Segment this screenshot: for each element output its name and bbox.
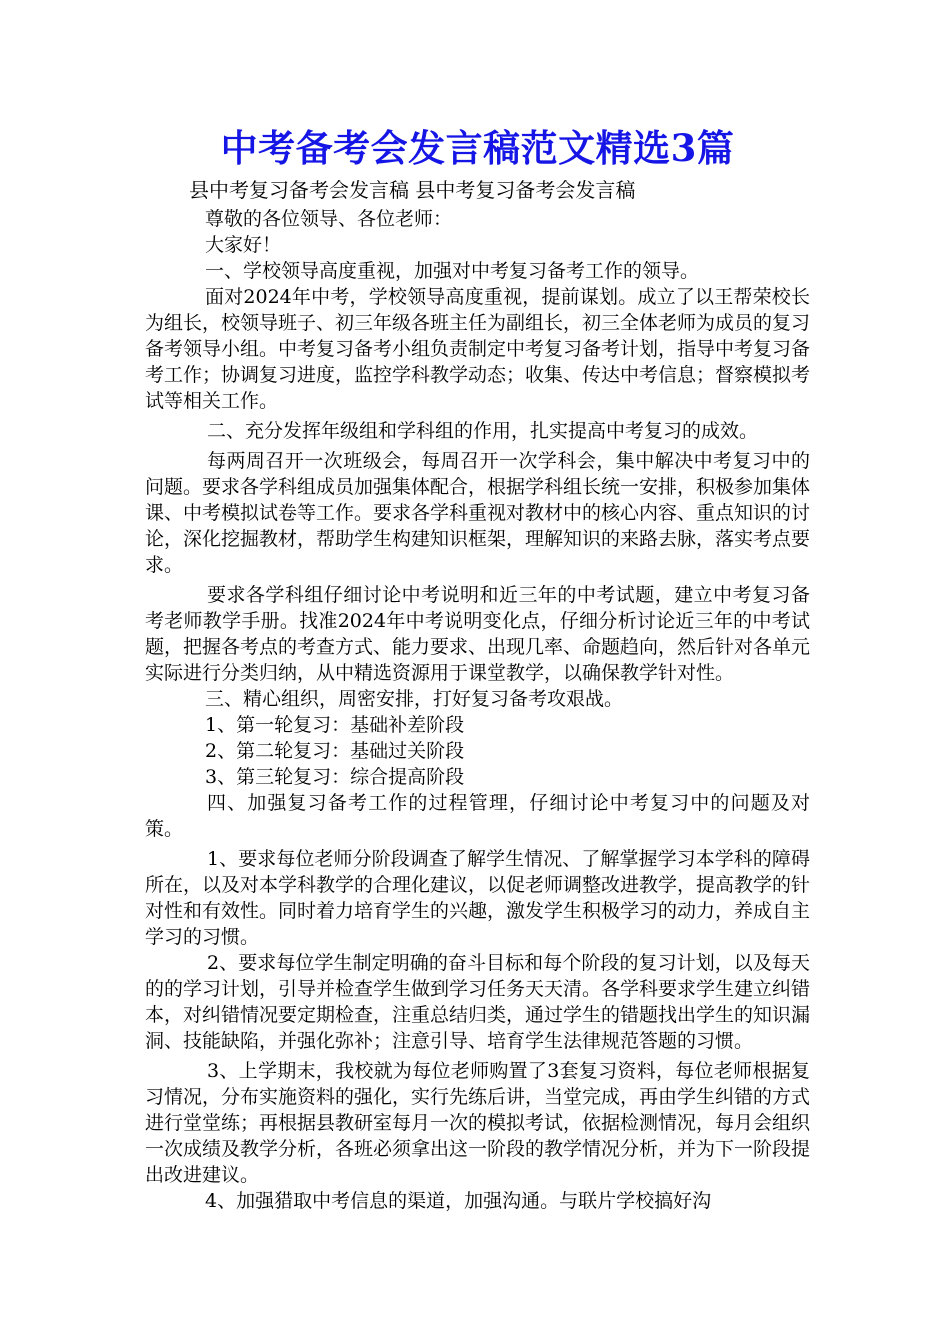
greeting: 大家好！ (205, 234, 282, 256)
salutation: 尊敬的各位领导、各位老师： (205, 208, 453, 230)
list-item: 3、第三轮复习：综合提高阶段 (205, 766, 465, 788)
document-subtitle: 县中考复习备考会发言稿 县中考复习备考会发言稿 (189, 178, 636, 202)
body-paragraph: 面对2024年中考，学校领导高度重视，提前谋划。成立了以王帮荣校长为组长，校领导班子、初三年级各班主任为副组长，初三全体老师为成员的复习备考领导小组。中考复习备考小组负责制定中考复习备考计划，指导中考复习备考工作；协调复习进度，监控学科教学动态；收集、传达中考信息；督察模拟考试等相关工作。 (145, 286, 811, 412)
list-item: 1、第一轮复习：基础补差阶段 (205, 714, 465, 736)
list-item: 2、第二轮复习：基础过关阶段 (205, 740, 465, 762)
body-paragraph: 2、要求每位学生制定明确的奋斗目标和每个阶段的复习计划，以及每天的的学习计划，引导并检查学生做到学习任务天天清。各学科要求学生建立纠错本，对纠错情况要定期检查，注重总结归类，通过学生的错题找出学生的知识漏洞、技能缺陷，并强化弥补；注意引导、培育学生法律规范答题的习惯。 (145, 952, 811, 1052)
body-paragraph: 每两周召开一次班级会，每周召开一次学科会，集中解决中考复习中的问题。要求各学科组成员加强集体配合，根据学科组长统一安排，积极参加集体课、中考模拟试卷等工作。要求各学科重视对教材中的核心内容、重点知识的讨论，深化挖掘教材，帮助学生构建知识框架，理解知识的来路去脉，落实考点要求。 (145, 450, 811, 576)
body-paragraph: 3、上学期末，我校就为每位老师购置了3套复习资料，每位老师根据复习情况，分布实施资料的强化，实行先练后讲，当堂完成，再由学生纠错的方式进行堂堂练；再根据县教研室每月一次的模拟考试，依据检测情况，每月会组织一次成绩及教学分析，各班必须拿出这一阶段的教学情况分析，并为下一阶段提出改进建议。 (145, 1060, 811, 1186)
body-paragraph: 1、要求每位老师分阶段调查了解学生情况、了解掌握学习本学科的障碍所在，以及对本学科教学的合理化建议，以促老师调整改进教学，提高教学的针对性和有效性。同时着力培育学生的兴趣，激发学生积极学习的动力，养成自主学习的习惯。 (145, 848, 811, 948)
section-heading-3: 三、精心组织，周密安排，打好复习备考攻艰战。 (205, 688, 624, 710)
section-heading-2: 二、充分发挥年级组和学科组的作用，扎实提高中考复习的成效。 (207, 420, 759, 442)
document-title: 中考备考会发言稿范文精选3篇 (220, 126, 735, 170)
body-paragraph: 4、加强猎取中考信息的渠道，加强沟通。与联片学校搞好沟 (205, 1190, 712, 1212)
section-heading-1: 一、学校领导高度重视，加强对中考复习备考工作的领导。 (205, 260, 700, 282)
body-paragraph: 要求各学科组仔细讨论中考说明和近三年的中考试题，建立中考复习备考老师教学手册。找准2024年中考说明变化点，仔细分析讨论近三年的中考试题，把握各考点的考查方式、能力要求、出现几率、命题趋向，然后针对各单元实际进行分类归纳，从中精选资源用于课堂教学，以确保教学针对性。 (145, 584, 811, 684)
document-page (145, 118, 810, 1214)
section-heading-4: 四、加强复习备考工作的过程管理，仔细讨论中考复习中的问题及对策。 (145, 792, 810, 840)
